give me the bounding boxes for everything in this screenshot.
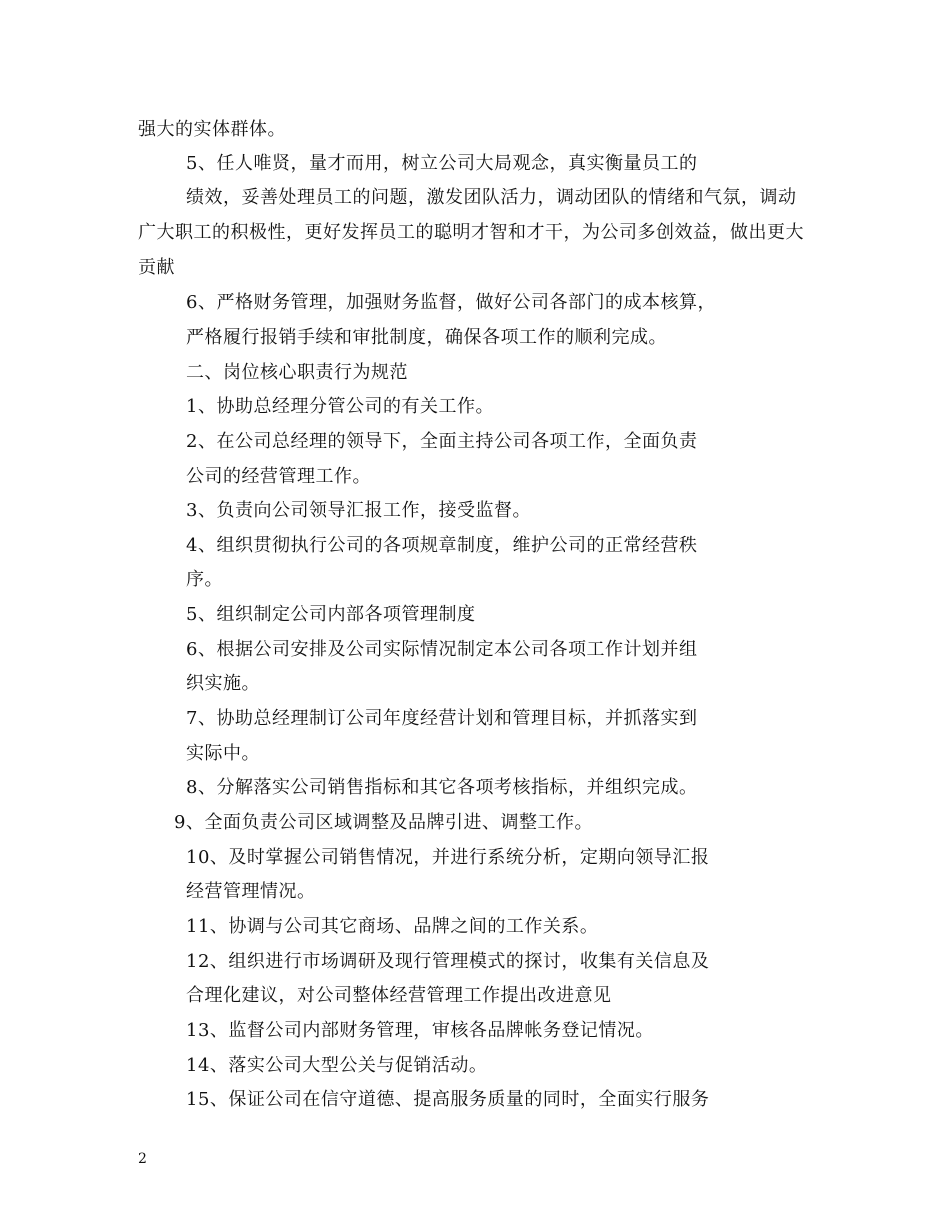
text-line: 4、组织贯彻执行公司的各项规章制度，维护公司的正常经营秩 [186,535,698,556]
text-line: 7、协助总经理制订公司年度经营计划和管理目标，并抓落实到 [186,708,698,729]
text-line: 6、根据公司安排及公司实际情况制定本公司各项工作计划并组 [186,639,698,660]
text-line: 序。 [186,569,223,590]
text-line: 10、及时掌握公司销售情况，并进行系统分析，定期向领导汇报 [186,847,710,868]
text-line: 贡献 [138,257,175,278]
text-line: 11、协调与公司其它商场、品牌之间的工作关系。 [186,916,599,937]
text-line: 强大的实体群体。 [138,119,286,140]
text-line: 13、监督公司内部财务管理，审核各品牌帐务登记情况。 [186,1020,654,1041]
text-line: 1、协助总经理分管公司的有关工作。 [186,396,494,417]
text-line: 经营管理情况。 [186,881,316,902]
text-line: 严格履行报销手续和审批制度，确保各项工作的顺利完成。 [186,327,667,348]
text-line: 12、组织进行市场调研及现行管理模式的探讨，收集有关信息及 [186,951,710,972]
text-line: 3、负责向公司领导汇报工作，接受监督。 [186,500,531,521]
text-line: 14、落实公司大型公关与促销活动。 [186,1055,488,1076]
text-line: 合理化建议，对公司整体经营管理工作提出改进意见 [186,985,612,1006]
text-line: 2、在公司总经理的领导下，全面主持公司各项工作，全面负责 [186,431,698,452]
text-line: 公司的经营管理工作。 [186,466,371,487]
page-number: 2 [138,1151,147,1167]
text-line: 6、严格财务管理，加强财务监督，做好公司各部门的成本核算， [186,292,716,313]
text-line: 广大职工的积极性，更好发挥员工的聪明才智和才干，为公司多创效益，做出更大 [138,222,804,243]
text-line: 8、分解落实公司销售指标和其它各项考核指标，并组织完成。 [186,777,698,798]
text-line: 9、全面负责公司区域调整及品牌引进、调整工作。 [174,812,593,833]
text-line: 5、任人唯贤，量才而用，树立公司大局观念，真实衡量员工的 [186,153,698,174]
section-heading: 二、岗位核心职责行为规范 [186,362,408,383]
text-line: 15、保证公司在信守道德、提高服务质量的同时，全面实行服务 [186,1089,710,1110]
text-line: 绩效，妥善处理员工的问题，激发团队活力，调动团队的情绪和气氛，调动 [186,187,797,208]
text-line: 实际中。 [186,743,260,764]
text-line: 5、组织制定公司内部各项管理制度 [186,604,476,625]
text-line: 织实施。 [186,673,260,694]
